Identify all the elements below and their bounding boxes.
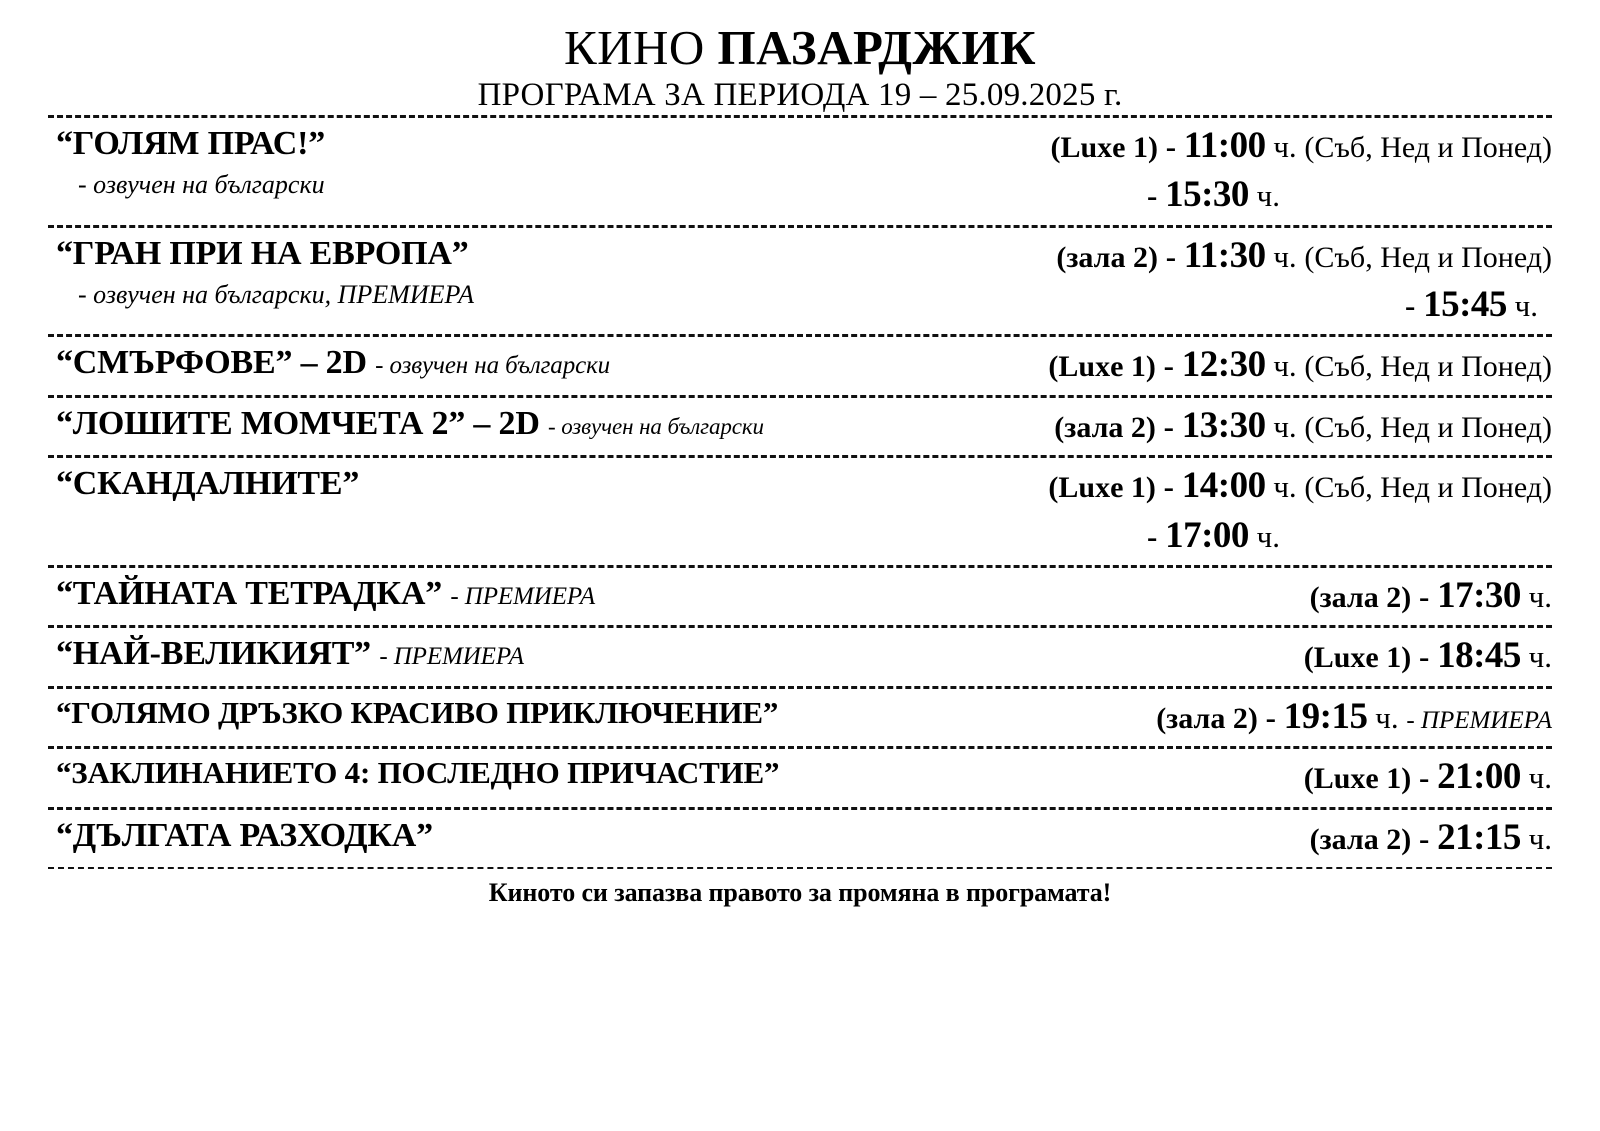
showtime-value: 11:30 bbox=[1183, 234, 1266, 276]
hall-label: (Luxe 1) bbox=[1303, 762, 1412, 796]
program-header bbox=[48, 0, 1552, 115]
showtime-line bbox=[1048, 514, 1552, 558]
film-title: “ГРАН ПРИ НА ЕВРОПА” bbox=[56, 234, 469, 272]
film-left-block bbox=[48, 404, 764, 444]
film-left-block bbox=[48, 634, 524, 674]
hour-unit: ч. bbox=[1273, 128, 1297, 164]
schedule-row bbox=[48, 398, 1552, 455]
schedule-row bbox=[48, 749, 1552, 806]
showtime-line bbox=[1304, 634, 1552, 678]
film-title bbox=[56, 404, 764, 444]
hour-unit: ч. bbox=[1273, 238, 1297, 274]
film-note: - озвучен на български bbox=[375, 352, 611, 380]
film-title: “ЗАКЛИНАНИЕТО 4: ПОСЛЕДНО ПРИЧАСТИЕ” bbox=[56, 755, 780, 791]
film-showtimes bbox=[1044, 404, 1552, 448]
film-note: - озвучен на български bbox=[78, 169, 325, 199]
dash-separator: - bbox=[1165, 238, 1177, 274]
premiere-note: - ПРЕМИЕРА bbox=[1406, 706, 1552, 734]
showtime-line bbox=[1050, 124, 1552, 168]
film-title-text: “СМЪРФОВЕ” – 2D bbox=[56, 344, 367, 382]
showtime-value: 11:00 bbox=[1183, 124, 1266, 166]
hall-label: (зала 2) bbox=[1054, 410, 1156, 444]
film-title bbox=[56, 574, 595, 614]
hall-label: (Luxe 1) bbox=[1303, 641, 1412, 675]
showtime-line bbox=[1304, 755, 1552, 799]
showtime-value: 21:15 bbox=[1437, 816, 1521, 858]
schedule-row bbox=[48, 118, 1552, 225]
disclaimer-text: Киното си запазва правото за промяна в програмата! bbox=[488, 877, 1112, 907]
showtime-line bbox=[1310, 574, 1552, 618]
hall-label: (зала 2) bbox=[1056, 240, 1158, 274]
showtime-days: (Съб, Нед и Понед) bbox=[1304, 130, 1552, 164]
showtime-value: 18:45 bbox=[1437, 635, 1521, 677]
hall-label: (Luxe 1) bbox=[1050, 130, 1158, 164]
hall-label: (Luxe 1) bbox=[1048, 471, 1156, 505]
page-title bbox=[48, 22, 1552, 75]
hall-label: (Luxe 1) bbox=[1048, 350, 1156, 384]
dash-separator: - bbox=[1165, 128, 1177, 164]
dash-separator: - bbox=[1419, 760, 1430, 796]
showtime-line bbox=[1054, 404, 1552, 448]
showtime-line bbox=[1050, 173, 1552, 217]
film-title-text: “НАЙ-ВЕЛИКИЯТ” bbox=[56, 635, 371, 673]
page-title-bold: ПАЗАРДЖИК bbox=[717, 20, 1037, 75]
showtime-value: 13:30 bbox=[1181, 404, 1266, 446]
dash-separator: - bbox=[1163, 408, 1174, 444]
film-left-block bbox=[48, 574, 595, 614]
schedule-row bbox=[48, 689, 1552, 746]
film-note: - ПРЕМИЕРА bbox=[379, 643, 524, 671]
showtime-days: (Съб, Нед и Понед) bbox=[1304, 240, 1552, 274]
film-showtimes bbox=[1146, 695, 1552, 739]
film-showtimes bbox=[1300, 574, 1552, 618]
dash-separator: - bbox=[1265, 699, 1276, 735]
showtime-value: 21:00 bbox=[1437, 756, 1521, 798]
showtime-line bbox=[1056, 234, 1552, 278]
showtime-value: 15:45 bbox=[1423, 284, 1507, 326]
page-title-light: КИНО bbox=[563, 20, 718, 75]
film-note: - озвучен на български bbox=[547, 413, 764, 439]
film-title-text: “ЛОШИТЕ МОМЧЕТА 2” – 2D bbox=[56, 404, 540, 442]
showtime-value: 12:30 bbox=[1181, 344, 1266, 386]
showtime-value: 19:15 bbox=[1283, 695, 1368, 737]
program-period-subtitle: ПРОГРАМА ЗА ПЕРИОДА 19 – 25.09.2025 г. bbox=[477, 76, 1123, 113]
film-showtimes bbox=[1046, 234, 1552, 328]
showtime-line bbox=[1310, 816, 1552, 860]
film-showtimes bbox=[1294, 634, 1552, 678]
film-left-block bbox=[48, 755, 779, 792]
showtime-days: (Съб, Нед и Понед) bbox=[1304, 471, 1552, 505]
hour-unit: ч. bbox=[1528, 639, 1552, 675]
dash-separator: - bbox=[1147, 178, 1158, 214]
hour-unit: ч. bbox=[1528, 820, 1552, 856]
showtime-value: 15:30 bbox=[1165, 174, 1249, 216]
showtime-value: 17:00 bbox=[1165, 514, 1249, 556]
film-title: “ГОЛЯМО ДРЪЗКО КРАСИВО ПРИКЛЮЧЕНИЕ” bbox=[56, 694, 779, 730]
showtime-line bbox=[1056, 283, 1552, 327]
hall-label: (зала 2) bbox=[1309, 822, 1412, 856]
film-left-block bbox=[48, 816, 433, 856]
schedule-row bbox=[48, 628, 1552, 685]
hour-unit: ч. bbox=[1514, 288, 1538, 324]
film-showtimes bbox=[1300, 816, 1552, 860]
hour-unit: ч. bbox=[1273, 469, 1297, 505]
showtime-line bbox=[1048, 343, 1552, 387]
showtime-line bbox=[1048, 464, 1552, 508]
schedule-row bbox=[48, 228, 1552, 335]
film-left-block bbox=[48, 464, 359, 504]
schedule-row bbox=[48, 337, 1552, 394]
schedule-row bbox=[48, 568, 1552, 625]
hall-label: (зала 2) bbox=[1156, 701, 1258, 735]
film-showtimes bbox=[1038, 343, 1552, 387]
hour-unit: ч. bbox=[1256, 178, 1280, 214]
film-left-block bbox=[48, 695, 778, 732]
film-left-block bbox=[48, 124, 325, 200]
film-left-block bbox=[48, 234, 474, 310]
schedule-row bbox=[48, 458, 1552, 565]
hour-unit: ч. bbox=[1256, 518, 1280, 554]
showtime-days: (Съб, Нед и Понед) bbox=[1304, 350, 1552, 384]
film-showtimes bbox=[1040, 124, 1552, 218]
film-note: - озвучен на български, ПРЕМИЕРА bbox=[78, 279, 474, 309]
film-title bbox=[56, 343, 610, 383]
hour-unit: ч. bbox=[1375, 699, 1399, 735]
showtime-value: 17:30 bbox=[1437, 574, 1521, 616]
film-title: “СКАНДАЛНИТЕ” bbox=[56, 465, 360, 503]
hour-unit: ч. bbox=[1528, 578, 1552, 614]
showtime-days: (Съб, Нед и Понед) bbox=[1304, 410, 1552, 444]
film-showtimes bbox=[1038, 464, 1552, 558]
hour-unit: ч. bbox=[1273, 348, 1297, 384]
schedule-row bbox=[48, 810, 1552, 867]
dash-separator: - bbox=[1405, 288, 1416, 324]
showtime-value: 14:00 bbox=[1181, 465, 1266, 507]
film-title: “ДЪЛГАТА РАЗХОДКА” bbox=[56, 816, 433, 854]
film-title bbox=[56, 634, 524, 674]
dash-separator: - bbox=[1163, 348, 1174, 384]
hour-unit: ч. bbox=[1273, 408, 1297, 444]
film-title-text: “ТАЙНАТА ТЕТРАДКА” bbox=[56, 574, 443, 612]
film-title: “ГОЛЯМ ПРАС!” bbox=[56, 124, 326, 162]
dash-separator: - bbox=[1419, 578, 1430, 614]
film-note: - ПРЕМИЕРА bbox=[450, 582, 596, 610]
hall-label: (зала 2) bbox=[1309, 580, 1412, 614]
hour-unit: ч. bbox=[1528, 760, 1552, 796]
dash-separator: - bbox=[1419, 820, 1430, 856]
dash-separator: - bbox=[1419, 639, 1430, 675]
dash-separator: - bbox=[1163, 469, 1174, 505]
film-showtimes bbox=[1294, 755, 1552, 799]
dash-separator: - bbox=[1147, 518, 1158, 554]
film-left-block bbox=[48, 343, 610, 383]
showtime-line bbox=[1156, 695, 1552, 739]
